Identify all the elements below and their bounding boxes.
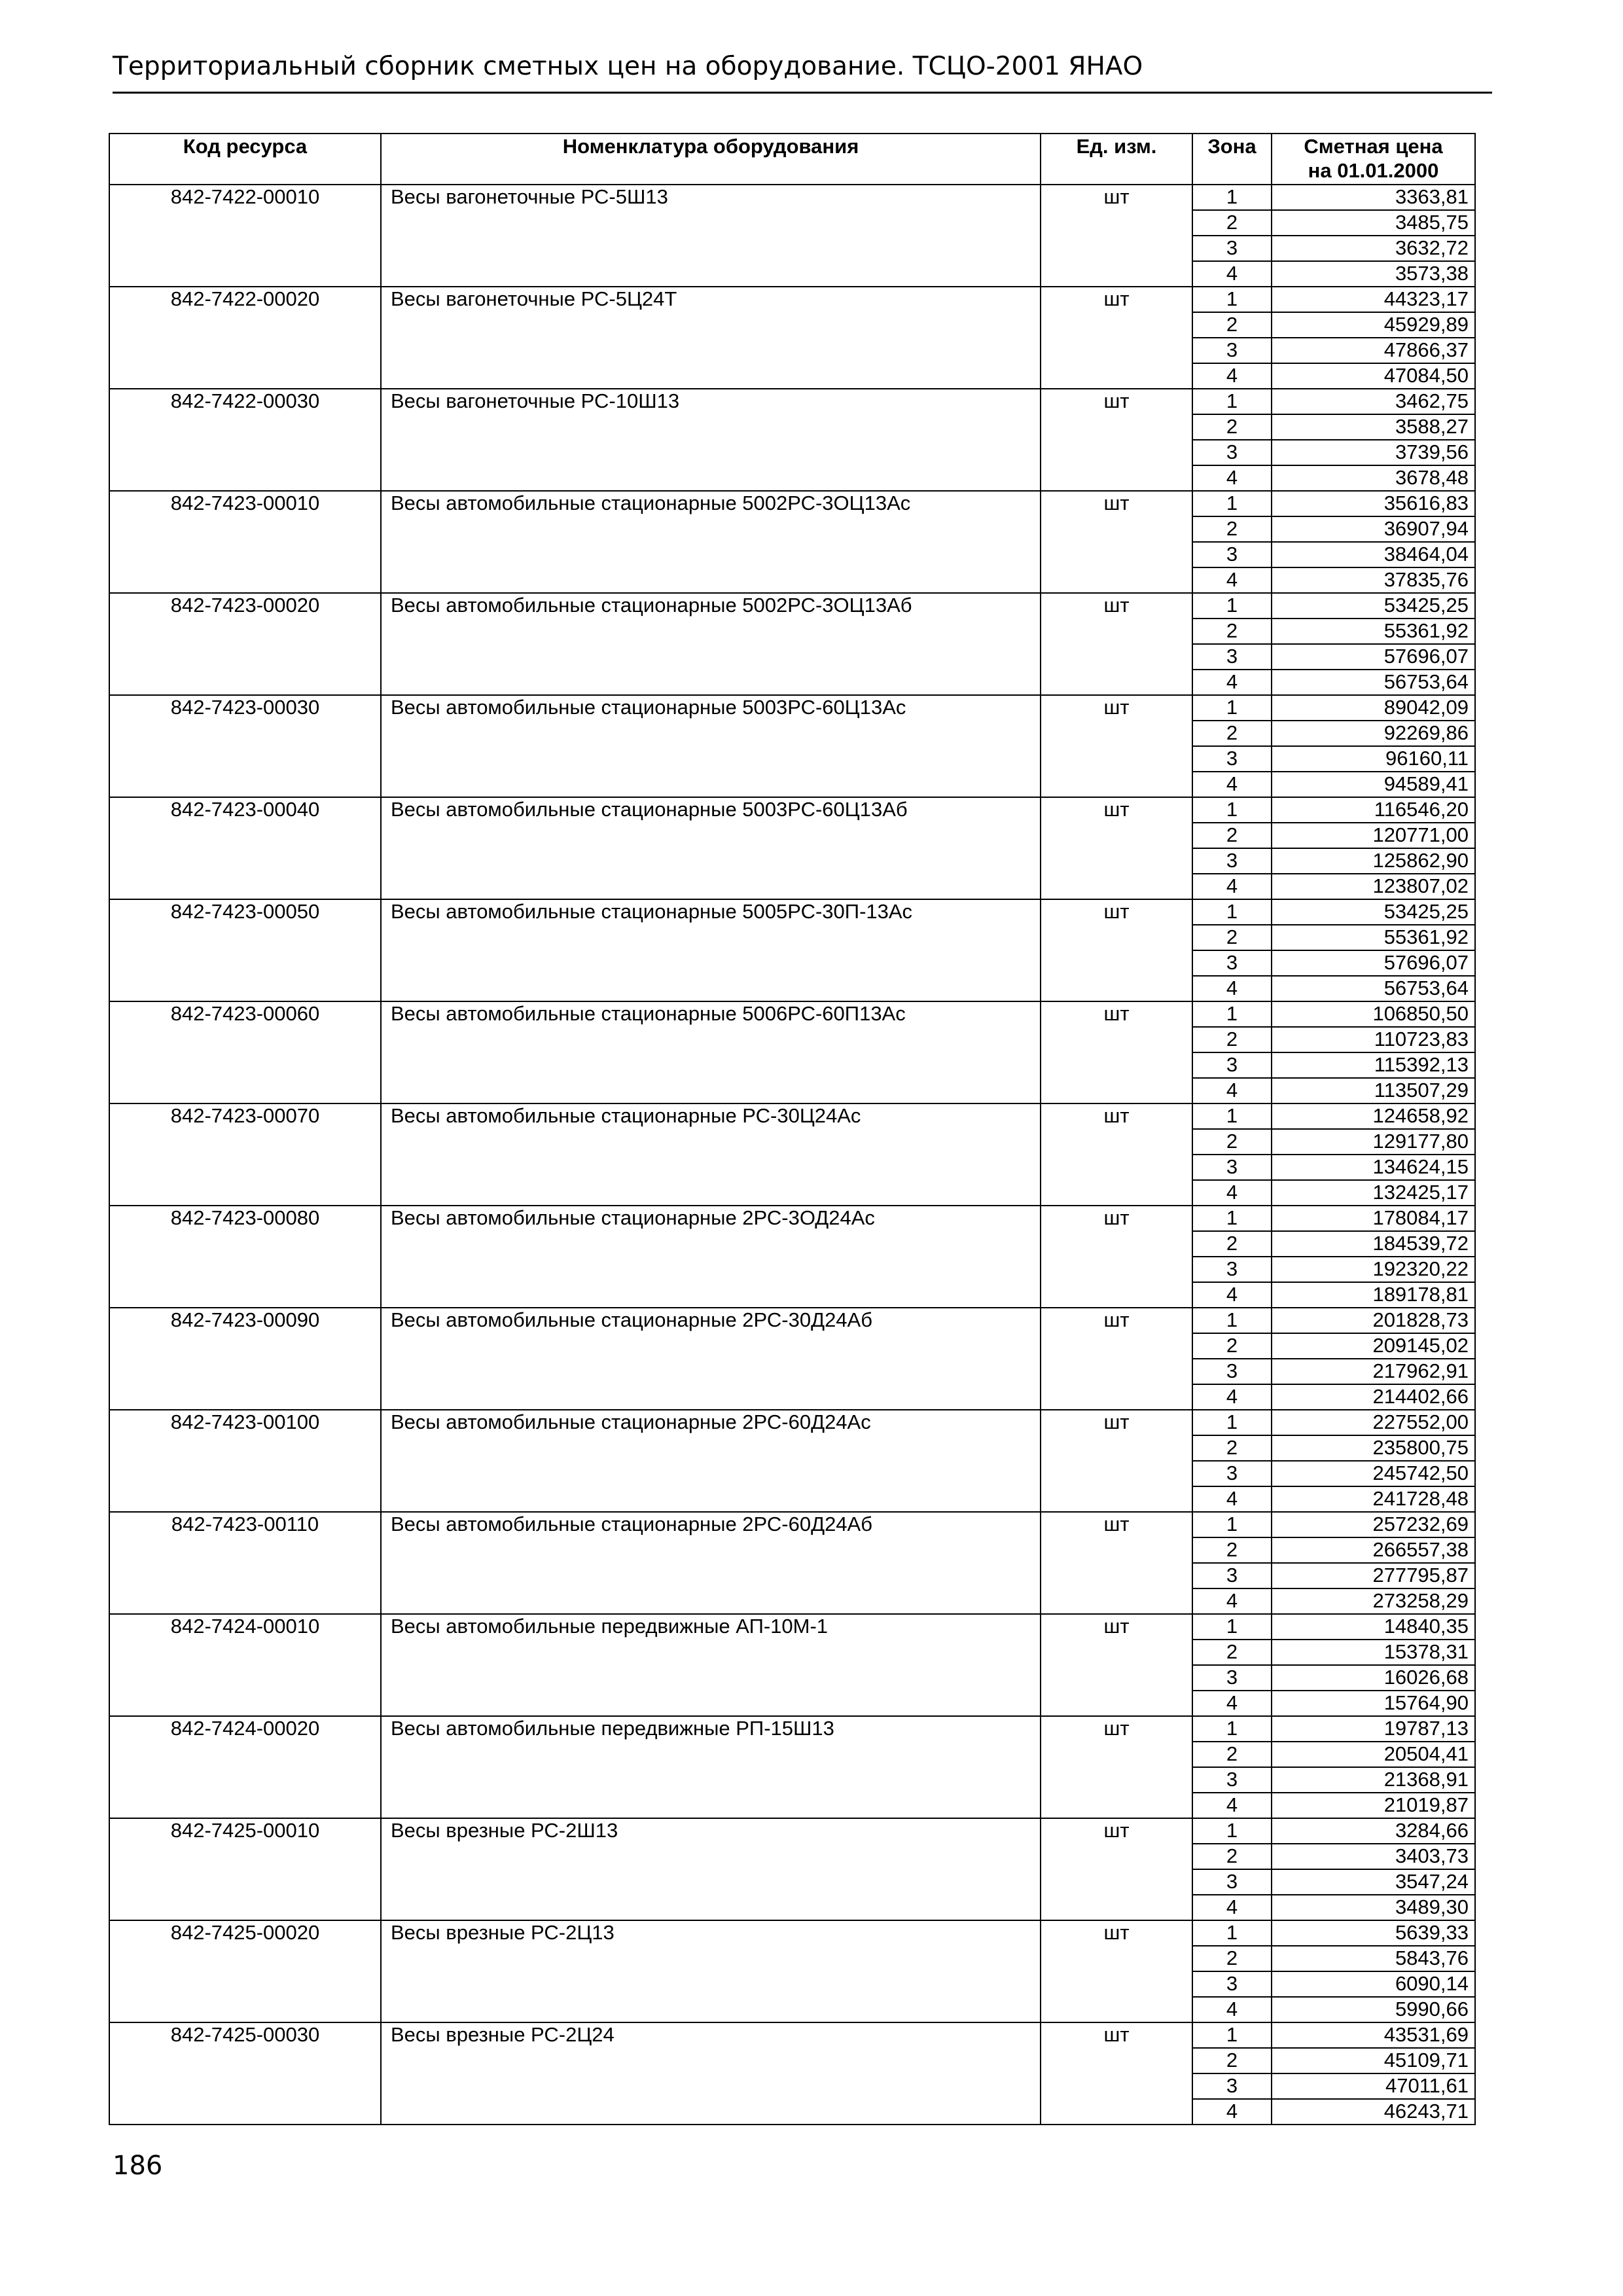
price-cell: 125862,90 bbox=[1272, 848, 1475, 874]
resource-code: 842-7423-00110 bbox=[109, 1512, 381, 1614]
table-row bbox=[109, 1920, 1475, 1946]
zone-cell: 3 bbox=[1192, 1869, 1272, 1895]
price-cell: 21368,91 bbox=[1272, 1767, 1475, 1793]
table-row bbox=[109, 899, 1475, 925]
resource-code: 842-7424-00010 bbox=[109, 1614, 381, 1716]
zone-cell: 4 bbox=[1192, 1282, 1272, 1308]
zone-cell: 4 bbox=[1192, 1588, 1272, 1614]
price-cell: 266557,38 bbox=[1272, 1537, 1475, 1563]
table-row bbox=[109, 1512, 1475, 1537]
table-row bbox=[109, 287, 1475, 312]
equipment-name: Весы автомобильные стационарные 5002РС-3ОЦ13Аб bbox=[381, 593, 1041, 695]
price-cell: 235800,75 bbox=[1272, 1435, 1475, 1461]
price-cell: 3363,81 bbox=[1272, 185, 1475, 210]
unit-of-measure: шт bbox=[1041, 1103, 1192, 1206]
price-cell: 37835,76 bbox=[1272, 567, 1475, 593]
zone-cell: 2 bbox=[1192, 1435, 1272, 1461]
resource-code: 842-7422-00030 bbox=[109, 389, 381, 491]
zone-cell: 4 bbox=[1192, 465, 1272, 491]
price-cell: 3632,72 bbox=[1272, 236, 1475, 261]
zone-cell: 3 bbox=[1192, 1359, 1272, 1384]
price-cell: 21019,87 bbox=[1272, 1793, 1475, 1818]
unit-of-measure: шт bbox=[1041, 389, 1192, 491]
price-cell: 3489,30 bbox=[1272, 1895, 1475, 1920]
unit-of-measure: шт bbox=[1041, 185, 1192, 287]
table-row bbox=[109, 389, 1475, 414]
price-cell: 115392,13 bbox=[1272, 1052, 1475, 1078]
zone-cell: 1 bbox=[1192, 797, 1272, 823]
price-cell: 35616,83 bbox=[1272, 491, 1475, 516]
price-cell: 53425,25 bbox=[1272, 593, 1475, 619]
zone-cell: 1 bbox=[1192, 1308, 1272, 1333]
equipment-name: Весы автомобильные стационарные 2РС-60Д24Аб bbox=[381, 1512, 1041, 1614]
zone-cell: 2 bbox=[1192, 1742, 1272, 1767]
zone-cell: 1 bbox=[1192, 1614, 1272, 1640]
unit-of-measure: шт bbox=[1041, 695, 1192, 797]
table-row bbox=[109, 1308, 1475, 1333]
resource-code: 842-7423-00090 bbox=[109, 1308, 381, 1410]
price-cell: 277795,87 bbox=[1272, 1563, 1475, 1588]
zone-cell: 4 bbox=[1192, 2099, 1272, 2125]
price-cell: 5990,66 bbox=[1272, 1997, 1475, 2022]
price-cell: 94589,41 bbox=[1272, 772, 1475, 797]
zone-cell: 2 bbox=[1192, 823, 1272, 848]
zone-cell: 3 bbox=[1192, 1052, 1272, 1078]
price-cell: 5639,33 bbox=[1272, 1920, 1475, 1946]
resource-code: 842-7423-00040 bbox=[109, 797, 381, 899]
price-cell: 116546,20 bbox=[1272, 797, 1475, 823]
price-cell: 47011,61 bbox=[1272, 2073, 1475, 2099]
price-cell: 120771,00 bbox=[1272, 823, 1475, 848]
zone-cell: 3 bbox=[1192, 542, 1272, 567]
zone-cell: 2 bbox=[1192, 1844, 1272, 1869]
zone-cell: 3 bbox=[1192, 1767, 1272, 1793]
equipment-name: Весы вагонеточные РС-5Ц24Т bbox=[381, 287, 1041, 389]
price-cell: 217962,91 bbox=[1272, 1359, 1475, 1384]
price-cell: 3739,56 bbox=[1272, 440, 1475, 465]
resource-code: 842-7423-00100 bbox=[109, 1410, 381, 1512]
zone-cell: 2 bbox=[1192, 516, 1272, 542]
equipment-name: Весы вагонеточные РС-10Ш13 bbox=[381, 389, 1041, 491]
price-cell: 257232,69 bbox=[1272, 1512, 1475, 1537]
zone-cell: 1 bbox=[1192, 1206, 1272, 1231]
table-row bbox=[109, 1001, 1475, 1027]
zone-cell: 3 bbox=[1192, 2073, 1272, 2099]
equipment-name: Весы автомобильные стационарные РС-30Ц24Ас bbox=[381, 1103, 1041, 1206]
unit-of-measure: шт bbox=[1041, 797, 1192, 899]
column-header-code: Код ресурса bbox=[109, 134, 381, 185]
unit-of-measure: шт bbox=[1041, 491, 1192, 593]
unit-of-measure: шт bbox=[1041, 1512, 1192, 1614]
price-cell: 3678,48 bbox=[1272, 465, 1475, 491]
price-cell: 192320,22 bbox=[1272, 1257, 1475, 1282]
equipment-name: Весы автомобильные стационарные 5002РС-3ОЦ13Ас bbox=[381, 491, 1041, 593]
price-cell: 106850,50 bbox=[1272, 1001, 1475, 1027]
zone-cell: 4 bbox=[1192, 772, 1272, 797]
price-cell: 214402,66 bbox=[1272, 1384, 1475, 1410]
zone-cell: 2 bbox=[1192, 414, 1272, 440]
price-cell: 227552,00 bbox=[1272, 1410, 1475, 1435]
price-cell: 96160,11 bbox=[1272, 746, 1475, 772]
equipment-name: Весы автомобильные стационарные 2РС-3ОД24Ас bbox=[381, 1206, 1041, 1308]
zone-cell: 2 bbox=[1192, 1231, 1272, 1257]
zone-cell: 1 bbox=[1192, 1818, 1272, 1844]
price-cell: 55361,92 bbox=[1272, 619, 1475, 644]
zone-cell: 2 bbox=[1192, 1640, 1272, 1665]
price-cell: 3547,24 bbox=[1272, 1869, 1475, 1895]
unit-of-measure: шт bbox=[1041, 287, 1192, 389]
price-cell: 3485,75 bbox=[1272, 210, 1475, 236]
equipment-name: Весы автомобильные передвижные АП-10М-1 bbox=[381, 1614, 1041, 1716]
zone-cell: 3 bbox=[1192, 1665, 1272, 1691]
unit-of-measure: шт bbox=[1041, 1410, 1192, 1512]
zone-cell: 1 bbox=[1192, 1001, 1272, 1027]
table-row bbox=[109, 797, 1475, 823]
equipment-name: Весы автомобильные стационарные 5003РС-60Ц13Ас bbox=[381, 695, 1041, 797]
zone-cell: 2 bbox=[1192, 925, 1272, 950]
price-cell: 5843,76 bbox=[1272, 1946, 1475, 1971]
zone-cell: 2 bbox=[1192, 312, 1272, 338]
price-cell: 15378,31 bbox=[1272, 1640, 1475, 1665]
price-cell: 201828,73 bbox=[1272, 1308, 1475, 1333]
price-cell: 43531,69 bbox=[1272, 2022, 1475, 2048]
price-cell: 47084,50 bbox=[1272, 363, 1475, 389]
price-cell: 14840,35 bbox=[1272, 1614, 1475, 1640]
equipment-name: Весы автомобильные стационарные 5006РС-60П13Ас bbox=[381, 1001, 1041, 1103]
zone-cell: 1 bbox=[1192, 593, 1272, 619]
unit-of-measure: шт bbox=[1041, 1206, 1192, 1308]
table-row bbox=[109, 695, 1475, 721]
table-row bbox=[109, 1716, 1475, 1742]
column-header-unit: Ед. изм. bbox=[1041, 134, 1192, 185]
page-number: 186 bbox=[113, 2151, 163, 2181]
zone-cell: 3 bbox=[1192, 338, 1272, 363]
zone-cell: 4 bbox=[1192, 1997, 1272, 2022]
zone-cell: 1 bbox=[1192, 695, 1272, 721]
equipment-name: Весы автомобильные стационарные 2РС-60Д24Ас bbox=[381, 1410, 1041, 1512]
resource-code: 842-7422-00020 bbox=[109, 287, 381, 389]
price-cell: 53425,25 bbox=[1272, 899, 1475, 925]
equipment-name: Весы автомобильные стационарные 5005РС-30П-13Ас bbox=[381, 899, 1041, 1001]
price-cell: 16026,68 bbox=[1272, 1665, 1475, 1691]
price-cell: 89042,09 bbox=[1272, 695, 1475, 721]
zone-cell: 4 bbox=[1192, 1486, 1272, 1512]
price-cell: 124658,92 bbox=[1272, 1103, 1475, 1129]
resource-code: 842-7423-00050 bbox=[109, 899, 381, 1001]
zone-cell: 3 bbox=[1192, 1257, 1272, 1282]
zone-cell: 2 bbox=[1192, 1027, 1272, 1052]
zone-cell: 2 bbox=[1192, 1946, 1272, 1971]
resource-code: 842-7423-00010 bbox=[109, 491, 381, 593]
price-cell: 110723,83 bbox=[1272, 1027, 1475, 1052]
zone-cell: 2 bbox=[1192, 210, 1272, 236]
price-cell: 36907,94 bbox=[1272, 516, 1475, 542]
column-header-price-line1: Сметная цена bbox=[1304, 135, 1443, 158]
zone-cell: 4 bbox=[1192, 1384, 1272, 1410]
zone-cell: 3 bbox=[1192, 1155, 1272, 1180]
resource-code: 842-7425-00010 bbox=[109, 1818, 381, 1920]
title-divider bbox=[113, 92, 1492, 94]
zone-cell: 4 bbox=[1192, 1895, 1272, 1920]
zone-cell: 1 bbox=[1192, 491, 1272, 516]
column-header-name: Номенклатура оборудования bbox=[381, 134, 1041, 185]
price-cell: 134624,15 bbox=[1272, 1155, 1475, 1180]
zone-cell: 4 bbox=[1192, 567, 1272, 593]
price-cell: 113507,29 bbox=[1272, 1078, 1475, 1103]
table-row bbox=[109, 1818, 1475, 1844]
unit-of-measure: шт bbox=[1041, 1614, 1192, 1716]
resource-code: 842-7423-00030 bbox=[109, 695, 381, 797]
zone-cell: 3 bbox=[1192, 644, 1272, 670]
zone-cell: 3 bbox=[1192, 746, 1272, 772]
resource-code: 842-7422-00010 bbox=[109, 185, 381, 287]
zone-cell: 1 bbox=[1192, 1512, 1272, 1537]
table-row bbox=[109, 491, 1475, 516]
table-row bbox=[109, 2022, 1475, 2048]
zone-cell: 4 bbox=[1192, 1793, 1272, 1818]
zone-cell: 3 bbox=[1192, 1563, 1272, 1588]
zone-cell: 2 bbox=[1192, 2048, 1272, 2073]
table-row bbox=[109, 1410, 1475, 1435]
price-cell: 189178,81 bbox=[1272, 1282, 1475, 1308]
zone-cell: 4 bbox=[1192, 1078, 1272, 1103]
zone-cell: 4 bbox=[1192, 363, 1272, 389]
price-cell: 46243,71 bbox=[1272, 2099, 1475, 2125]
zone-cell: 1 bbox=[1192, 389, 1272, 414]
zone-cell: 3 bbox=[1192, 1461, 1272, 1486]
price-cell: 92269,86 bbox=[1272, 721, 1475, 746]
zone-cell: 4 bbox=[1192, 670, 1272, 695]
zone-cell: 2 bbox=[1192, 1129, 1272, 1155]
unit-of-measure: шт bbox=[1041, 593, 1192, 695]
price-cell: 57696,07 bbox=[1272, 950, 1475, 976]
table-body bbox=[109, 185, 1475, 2125]
equipment-name: Весы автомобильные стационарные 5003РС-60Ц13Аб bbox=[381, 797, 1041, 899]
zone-cell: 2 bbox=[1192, 1537, 1272, 1563]
price-cell: 3403,73 bbox=[1272, 1844, 1475, 1869]
price-cell: 184539,72 bbox=[1272, 1231, 1475, 1257]
unit-of-measure: шт bbox=[1041, 1818, 1192, 1920]
zone-cell: 1 bbox=[1192, 2022, 1272, 2048]
price-cell: 178084,17 bbox=[1272, 1206, 1475, 1231]
zone-cell: 4 bbox=[1192, 874, 1272, 899]
price-cell: 3573,38 bbox=[1272, 261, 1475, 287]
zone-cell: 4 bbox=[1192, 261, 1272, 287]
zone-cell: 1 bbox=[1192, 1410, 1272, 1435]
equipment-name: Весы автомобильные стационарные 2РС-30Д24Аб bbox=[381, 1308, 1041, 1410]
zone-cell: 1 bbox=[1192, 1920, 1272, 1946]
zone-cell: 3 bbox=[1192, 1971, 1272, 1997]
price-cell: 209145,02 bbox=[1272, 1333, 1475, 1359]
column-header-zone: Зона bbox=[1192, 134, 1272, 185]
price-cell: 245742,50 bbox=[1272, 1461, 1475, 1486]
price-cell: 38464,04 bbox=[1272, 542, 1475, 567]
table-row bbox=[109, 185, 1475, 210]
price-cell: 19787,13 bbox=[1272, 1716, 1475, 1742]
zone-cell: 2 bbox=[1192, 721, 1272, 746]
equipment-name: Весы врезные РС-2Ш13 bbox=[381, 1818, 1041, 1920]
zone-cell: 4 bbox=[1192, 976, 1272, 1001]
price-cell: 3284,66 bbox=[1272, 1818, 1475, 1844]
resource-code: 842-7423-00070 bbox=[109, 1103, 381, 1206]
zone-cell: 3 bbox=[1192, 848, 1272, 874]
zone-cell: 4 bbox=[1192, 1691, 1272, 1716]
price-cell: 45929,89 bbox=[1272, 312, 1475, 338]
table-row bbox=[109, 1103, 1475, 1129]
price-cell: 20504,41 bbox=[1272, 1742, 1475, 1767]
price-cell: 55361,92 bbox=[1272, 925, 1475, 950]
price-cell: 273258,29 bbox=[1272, 1588, 1475, 1614]
column-header-price-line2: на 01.01.2000 bbox=[1308, 159, 1439, 182]
unit-of-measure: шт bbox=[1041, 1308, 1192, 1410]
table-row bbox=[109, 1206, 1475, 1231]
equipment-name: Весы вагонеточные РС-5Ш13 bbox=[381, 185, 1041, 287]
zone-cell: 1 bbox=[1192, 287, 1272, 312]
table-header-row bbox=[109, 134, 1475, 185]
resource-code: 842-7423-00080 bbox=[109, 1206, 381, 1308]
unit-of-measure: шт bbox=[1041, 899, 1192, 1001]
resource-code: 842-7424-00020 bbox=[109, 1716, 381, 1818]
price-cell: 6090,14 bbox=[1272, 1971, 1475, 1997]
equipment-name: Весы врезные РС-2Ц24 bbox=[381, 2022, 1041, 2125]
unit-of-measure: шт bbox=[1041, 1001, 1192, 1103]
unit-of-measure: шт bbox=[1041, 1716, 1192, 1818]
unit-of-measure: шт bbox=[1041, 1920, 1192, 2022]
zone-cell: 2 bbox=[1192, 619, 1272, 644]
price-cell: 47866,37 bbox=[1272, 338, 1475, 363]
price-cell: 123807,02 bbox=[1272, 874, 1475, 899]
price-cell: 3462,75 bbox=[1272, 389, 1475, 414]
zone-cell: 3 bbox=[1192, 950, 1272, 976]
zone-cell: 3 bbox=[1192, 236, 1272, 261]
resource-code: 842-7423-00020 bbox=[109, 593, 381, 695]
price-cell: 56753,64 bbox=[1272, 976, 1475, 1001]
zone-cell: 1 bbox=[1192, 1716, 1272, 1742]
price-table bbox=[109, 133, 1476, 2125]
zone-cell: 3 bbox=[1192, 440, 1272, 465]
equipment-name: Весы автомобильные передвижные РП-15Ш13 bbox=[381, 1716, 1041, 1818]
equipment-name: Весы врезные РС-2Ц13 bbox=[381, 1920, 1041, 2022]
column-header-price bbox=[1272, 134, 1475, 185]
zone-cell: 1 bbox=[1192, 899, 1272, 925]
price-cell: 3588,27 bbox=[1272, 414, 1475, 440]
price-cell: 241728,48 bbox=[1272, 1486, 1475, 1512]
table-row bbox=[109, 593, 1475, 619]
resource-code: 842-7425-00030 bbox=[109, 2022, 381, 2125]
zone-cell: 1 bbox=[1192, 185, 1272, 210]
price-cell: 132425,17 bbox=[1272, 1180, 1475, 1206]
price-cell: 45109,71 bbox=[1272, 2048, 1475, 2073]
resource-code: 842-7423-00060 bbox=[109, 1001, 381, 1103]
page-title: Территориальный сборник сметных цен на оборудование. ТСЦО-2001 ЯНАО bbox=[113, 52, 1143, 81]
price-cell: 44323,17 bbox=[1272, 287, 1475, 312]
zone-cell: 1 bbox=[1192, 1103, 1272, 1129]
zone-cell: 4 bbox=[1192, 1180, 1272, 1206]
resource-code: 842-7425-00020 bbox=[109, 1920, 381, 2022]
zone-cell: 2 bbox=[1192, 1333, 1272, 1359]
table-row bbox=[109, 1614, 1475, 1640]
price-cell: 56753,64 bbox=[1272, 670, 1475, 695]
price-cell: 129177,80 bbox=[1272, 1129, 1475, 1155]
price-cell: 57696,07 bbox=[1272, 644, 1475, 670]
unit-of-measure: шт bbox=[1041, 2022, 1192, 2125]
price-cell: 15764,90 bbox=[1272, 1691, 1475, 1716]
